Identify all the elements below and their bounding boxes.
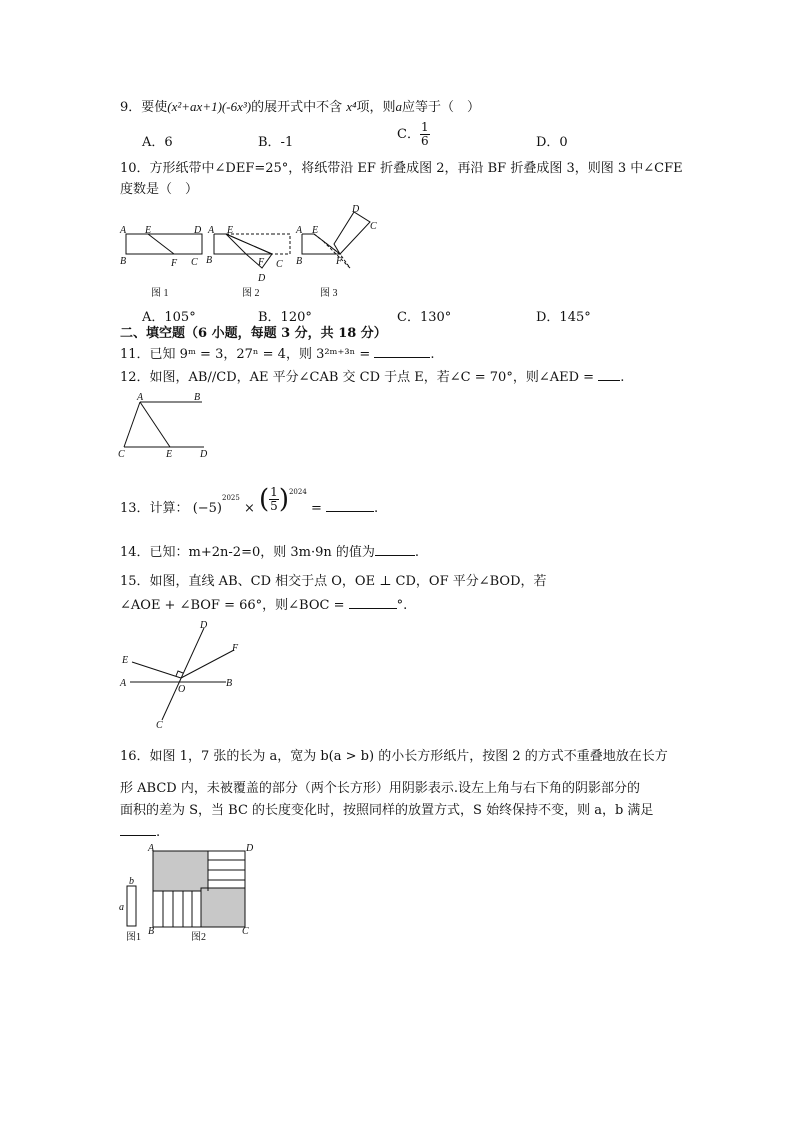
fig-caption-2: 图2 [191, 932, 206, 943]
q12-end: . [620, 370, 625, 385]
fraction-numerator: 1 [270, 485, 278, 499]
label-b: B [206, 255, 213, 266]
q15-end: °. [396, 598, 408, 613]
q14-end: . [414, 545, 420, 560]
label-a: a [119, 902, 124, 913]
q9-end: 应等于（ ） [402, 100, 481, 115]
q11-text: 11．已知 9ᵐ = 3，27ⁿ = 4，则 3²ᵐ⁺³ⁿ = [120, 347, 371, 362]
q14-text: 14．已知：m+2n-2=0，则 3m·9n 的值为 [120, 545, 375, 560]
q9-option-a: A．6 [142, 135, 173, 150]
q9-option-c [397, 121, 430, 148]
q9-option-c-label: C． [397, 127, 420, 142]
label-e: E [312, 225, 319, 236]
q9-option-c-fraction [420, 121, 430, 148]
q10-option-a: A．105° [142, 310, 196, 325]
q10-figure-3 [294, 202, 394, 302]
q12-text: 12．如图，AB//CD，AE 平分∠CAB 交 CD 于点 E，若∠C = 70°，则∠AED = [120, 370, 595, 385]
q9-option-d: D．0 [536, 135, 568, 150]
q15-line2 [120, 596, 407, 614]
q13-answer-blank[interactable] [326, 499, 374, 512]
q10-option-b: B．120° [258, 310, 312, 325]
label-c: C [242, 926, 249, 937]
label-d: D [246, 843, 254, 854]
label-a: A [137, 392, 144, 403]
label-e: E [166, 449, 173, 460]
label-d: D [352, 204, 360, 215]
q15-line1: 15．如图，直线 AB、CD 相交于点 O，OE ⊥ CD，OF 平分∠BOD，若 [120, 574, 547, 589]
label-a: A [120, 225, 127, 236]
fig-caption-1: 图1 [126, 932, 141, 943]
q9-stem [120, 99, 480, 116]
q10-figure-2 [206, 222, 301, 302]
q16-line4 [120, 823, 160, 841]
q12-stem [120, 368, 624, 386]
q9-var: a [395, 99, 403, 114]
label-c: C [191, 257, 198, 268]
label-f: F [258, 257, 265, 268]
label-c: C [276, 259, 283, 270]
label-a: A [208, 225, 215, 236]
q16-figure-1 [118, 876, 148, 946]
label-b: B [120, 256, 127, 267]
label-b: B [226, 678, 233, 689]
q16-figure-2 [146, 844, 256, 946]
q10-line2: 度数是（ ） [120, 182, 199, 197]
label-a: A [296, 225, 303, 236]
q9-option-b: B．-1 [258, 135, 294, 150]
label-d: D [200, 449, 208, 460]
q10-figure-1 [118, 222, 208, 302]
fig-caption-3: 图 3 [320, 288, 338, 299]
q14-answer-blank[interactable] [375, 543, 415, 556]
q13-stem [120, 486, 378, 520]
q9-term: x⁴ [346, 99, 357, 114]
label-c: C [156, 720, 163, 731]
q14-stem [120, 543, 419, 561]
label-f: F [171, 258, 178, 269]
q9-tail: 项，则 [356, 100, 396, 115]
label-d: D [194, 225, 202, 236]
q10-line1: 10．方形纸带中∠DEF=25°，将纸带沿 EF 折叠成图 2，再沿 BF 折叠成图 3，则图 3 中∠CFE [120, 161, 683, 176]
q15-answer-blank[interactable] [349, 596, 397, 609]
q16-line2: 形 ABCD 内，未被覆盖的部分（两个长方形）用阴影表示.设左上角与右下角的阴影部分的 [120, 781, 640, 796]
label-f: F [232, 643, 239, 654]
q12-figure [118, 392, 218, 462]
label-d: D [258, 273, 266, 284]
q16-line1: 16．如图 1，7 张的长为 a，宽为 b(a > b) 的小长方形纸片，按图 2 的方式不重叠地放在长方 [120, 749, 668, 764]
q9-number: 9．要使 [120, 100, 168, 115]
label-o: O [178, 684, 186, 695]
label-a: A [120, 678, 127, 689]
label-c: C [370, 221, 377, 232]
label-f: F [336, 256, 343, 267]
q11-stem [120, 345, 435, 363]
q13-equals: = [310, 501, 322, 516]
q10-option-d: D．145° [536, 310, 591, 325]
q16-end: . [156, 825, 161, 840]
label-e: E [145, 225, 152, 236]
q13-end: . [373, 501, 379, 516]
q9-expression: (x²+ax+1)(-6x³) [167, 99, 252, 114]
label-a: A [148, 843, 155, 854]
q13-exponent2: 2024 [288, 487, 307, 496]
label-b: B [194, 392, 201, 403]
q12-answer-blank[interactable] [598, 368, 620, 381]
q13-exponent1: 2025 [222, 493, 240, 502]
fraction-denominator: 6 [420, 134, 429, 148]
label-d: D [200, 620, 208, 631]
q11-end: . [430, 347, 435, 362]
fig-caption-2: 图 2 [242, 288, 260, 299]
label-e: E [227, 225, 234, 236]
q16-answer-blank[interactable] [120, 823, 156, 836]
q9-mid: 的展开式中不含 [251, 100, 343, 115]
q11-answer-blank[interactable] [374, 345, 430, 358]
section-heading: 二、填空题（6 小题，每题 3 分，共 18 分） [120, 326, 387, 341]
q15-figure [116, 618, 246, 733]
fraction-denominator: 5 [270, 499, 278, 513]
q13-base1: (−5) [192, 501, 222, 516]
q16-line3: 面积的差为 S，当 BC 的长度变化时，按照同样的放置方式，S 始终保持不变，则 a，b 满足 [120, 803, 654, 818]
q15-line2-text: ∠AOE + ∠BOF = 66°，则∠BOC = [120, 598, 345, 613]
label-b: B [296, 256, 303, 267]
q13-paren-fraction: ( $\frac{1}{5}$ ) [259, 484, 289, 515]
q13-times: × [243, 501, 255, 516]
q10-option-c: C．130° [397, 310, 452, 325]
label-b: B [148, 926, 155, 937]
q13-fraction [269, 486, 279, 513]
fraction-numerator: 1 [420, 120, 429, 134]
label-b: b [129, 876, 134, 887]
q13-prefix: 13．计算： [120, 501, 189, 516]
label-c: C [118, 449, 125, 460]
label-e: E [122, 655, 129, 666]
fig-caption-1: 图 1 [151, 288, 169, 299]
